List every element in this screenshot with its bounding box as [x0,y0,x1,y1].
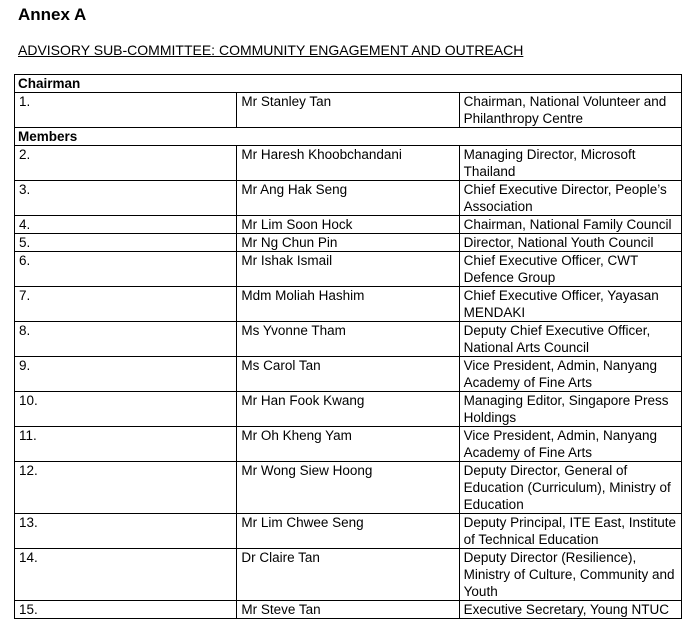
member-name: Mr Lim Soon Hock [237,216,459,234]
member-name: Mr Ang Hak Seng [237,181,459,216]
member-name: Mr Steve Tan [237,601,459,619]
member-role: Chief Executive Officer, Yayasan MENDAKI [459,287,681,322]
member-role: Director, National Youth Council [459,234,681,252]
table-row [15,392,682,427]
table-row [15,427,682,462]
row-number: 2. [15,146,237,181]
member-role: Vice President, Admin, Nanyang Academy of Fine Arts [459,357,681,392]
row-number: 11. [15,427,237,462]
row-number: 7. [15,287,237,322]
member-name: Mr Stanley Tan [237,93,459,128]
table-row [15,181,682,216]
member-name: Mr Ishak Ismail [237,252,459,287]
table-row [15,93,682,128]
member-role: Deputy Director (Resilience), Ministry of Culture, Community and Youth [459,549,681,601]
member-role: Deputy Principal, ITE East, Institute of Technical Education [459,514,681,549]
member-role: Chief Executive Officer, CWT Defence Group [459,252,681,287]
row-number: 4. [15,216,237,234]
row-number: 13. [15,514,237,549]
row-number: 6. [15,252,237,287]
member-name: Ms Yvonne Tham [237,322,459,357]
table-row [15,216,682,234]
member-name: Mr Ng Chun Pin [237,234,459,252]
page-title: Annex A [18,5,87,24]
member-name: Dr Claire Tan [237,549,459,601]
table-row [15,252,682,287]
row-number: 8. [15,322,237,357]
member-name: Mr Lim Chwee Seng [237,514,459,549]
table-row [15,601,682,619]
member-role: Deputy Director, General of Education (Curriculum), Ministry of Education [459,462,681,514]
table-row [15,357,682,392]
row-number: 5. [15,234,237,252]
member-role: Chief Executive Director, People’s Association [459,181,681,216]
row-number: 12. [15,462,237,514]
row-number: 1. [15,93,237,128]
row-number: 10. [15,392,237,427]
member-role: Managing Director, Microsoft Thailand [459,146,681,181]
member-role: Executive Secretary, Young NTUC [459,601,681,619]
section-title: Members [15,128,682,146]
committee-subtitle: ADVISORY SUB-COMMITTEE: COMMUNITY ENGAGEMENT AND OUTREACH [18,42,524,58]
member-name: Ms Carol Tan [237,357,459,392]
row-number: 14. [15,549,237,601]
member-role: Managing Editor, Singapore Press Holdings [459,392,681,427]
member-name: Mr Wong Siew Hoong [237,462,459,514]
section-title: Chairman [15,75,682,93]
table-row [15,549,682,601]
member-name: Mr Haresh Khoobchandani [237,146,459,181]
row-number: 3. [15,181,237,216]
table-row [15,146,682,181]
table-row [15,234,682,252]
section-header-row [15,75,682,93]
member-name: Mr Oh Kheng Yam [237,427,459,462]
member-name: Mdm Moliah Hashim [237,287,459,322]
members-table-body [15,75,682,619]
member-name: Mr Han Fook Kwang [237,392,459,427]
table-row [15,287,682,322]
table-row [15,322,682,357]
member-role: Deputy Chief Executive Officer, National Arts Council [459,322,681,357]
section-header-row [15,128,682,146]
member-role: Vice President, Admin, Nanyang Academy of Fine Arts [459,427,681,462]
row-number: 9. [15,357,237,392]
table-row [15,462,682,514]
member-role: Chairman, National Volunteer and Philanthropy Centre [459,93,681,128]
members-table [14,74,682,619]
member-role: Chairman, National Family Council [459,216,681,234]
row-number: 15. [15,601,237,619]
table-row [15,514,682,549]
